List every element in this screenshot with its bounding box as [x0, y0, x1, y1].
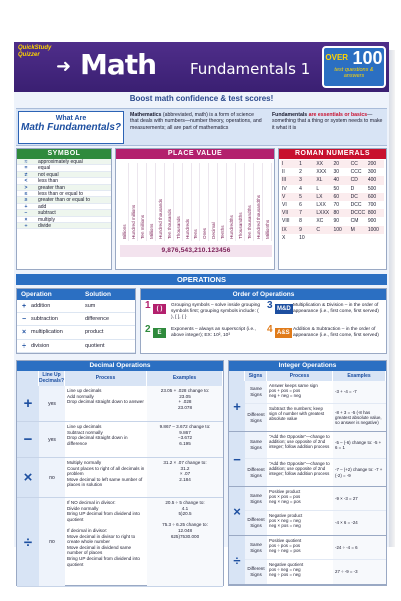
- place-value-column: [200, 163, 209, 241]
- integer-row: [245, 560, 386, 584]
- roman-numeral-cell: M: [350, 226, 367, 234]
- order-step-number: 3: [267, 300, 273, 311]
- roman-numeral-cell: [315, 234, 332, 242]
- integer-process: Negative quotient pos ÷ neg = neg neg ÷ pos = neg: [269, 561, 304, 578]
- intro-section: [16, 108, 387, 146]
- integer-row: [245, 511, 386, 535]
- operation-row: [17, 340, 135, 353]
- roman-numeral-cell: IV: [282, 185, 287, 192]
- symbol-glyph: −: [24, 210, 28, 217]
- symbol-meaning: multiply: [38, 216, 55, 223]
- roman-numeral-cell: 30: [333, 169, 340, 176]
- brand-logo: QuickStudy Quizzer: [18, 45, 52, 58]
- integer-row: [245, 459, 386, 486]
- symbol-glyph: ×: [24, 216, 28, 223]
- place-value-column: [192, 163, 201, 241]
- place-value-label: Millionths: [264, 219, 270, 239]
- integer-group-rows: [245, 536, 386, 584]
- symbol-meaning: less than: [38, 178, 59, 185]
- integer-example: -4 × 6 = -24: [333, 511, 386, 535]
- roman-numeral-cell: VI: [282, 201, 287, 208]
- integer-group: [229, 487, 386, 536]
- place-value-label: Billions: [121, 224, 127, 239]
- integer-example: -9 × -3 = 27: [333, 487, 386, 510]
- roman-numeral-cell: 20: [332, 160, 349, 168]
- symbol-meaning: divide: [38, 222, 52, 229]
- integer-group: [229, 536, 386, 585]
- decimal-example: 31.2 × .07 change to: 31.2 × .07 2.184: [147, 458, 223, 497]
- intro-definition-fundamentals: Fundamentals are essentials or basics—something that a thing or system needs to make it what it is: [272, 112, 383, 131]
- place-value-label: Ones: [202, 228, 208, 239]
- integer-group-rows: [245, 381, 386, 431]
- order-step: [145, 300, 263, 327]
- badge-number: 100: [352, 48, 383, 68]
- integer-row: [245, 381, 386, 404]
- roman-numeral-cell: 800: [367, 209, 384, 217]
- integer-title: Integer Operations: [229, 361, 386, 371]
- intro-question: What Are Math Fundamentals?: [18, 111, 124, 144]
- roman-numeral-cell: [350, 234, 367, 242]
- decimal-line-up: no: [39, 498, 65, 586]
- place-value-label: Tens: [193, 229, 199, 239]
- symbol-meaning: subtract: [38, 210, 56, 217]
- integer-signs: Different Signs: [245, 459, 267, 486]
- operation-solution: difference: [85, 316, 110, 323]
- integer-signs: Same Signs: [245, 536, 267, 559]
- place-value-label: Ten thousandths: [247, 205, 253, 239]
- decimal-operation-icon: +: [17, 386, 39, 421]
- integer-process: Positive quotient pos ÷ pos = pos neg ÷ neg = pos: [269, 537, 302, 554]
- integer-process: Negative product pos × neg = neg neg × pos = neg: [269, 512, 303, 529]
- roman-numeral-cell: XL: [315, 176, 332, 184]
- decimal-operations-table: Decimal Operations Line Up Decimals? Process Examples + yes Line up decimals Add normally Drop decimal straight down to answer 23.05 + .028 change to: 23.05 + .028 23.078 − yes Line up decimals Subtract normally Drop decimal straight down in difference 9.867 – 3.672 change to: 9.867 −3.672 6.195 × no Multiply normally Count places to right of all decimals in problem Move decimal to left same number of places in solution 31.2 × .07 change to: 31.2 × .07 2.184 ÷ no If NO decimal in divisor: Divide normally Bring UP decimal from dividend into quotient If decimal in divisor: Move decimal in divisor to right to create whole number Move decimal in dividend same number of places Bring UP decimal from dividend into quotient 20.5 ÷ 5 change to: 4.1 5)20.5 75.3 ÷ 6.25 change to: 12.048 625)7530.000: [16, 360, 224, 586]
- place-value-column: [165, 163, 174, 241]
- roman-numeral-cell: CC: [350, 160, 367, 168]
- roman-numeral-cell: 2: [299, 169, 302, 176]
- operation-icon: +: [21, 303, 27, 310]
- roman-numeral-cell: CCC: [350, 169, 362, 176]
- roman-numeral-cell: 7: [298, 209, 315, 217]
- integer-signs: Same Signs: [245, 432, 267, 458]
- order-step: [145, 324, 263, 351]
- roman-numeral-cell: D: [350, 185, 355, 192]
- symbol-meaning: greater than or equal to: [38, 197, 90, 204]
- integer-operations-table: Integer Operations Signs Process Examples + Same Signs Answer keeps same sign pos + pos = pos neg + neg = neg -3 + -4 = -7 Different Signs Subtract the numbers; keep sign of number with greatest absolute value -8 + 3 = -5 (-8 has greatest absolute value, so answer is negative) − Same Signs "Add the Opposite"—change to addition; use opposite of 2nd integer; follow addition process -5 – (-6) change to: -5 + 6 = 1 Different Signs "Add the Opposite"—change to addition; use opposite of 2nd integer; follow addition process -7 – (+2) change to: -7 + (-2) = -9 × Same Signs Positive product pos × pos = pos neg × neg = pos -9 × -3 = 27 Different Signs Negative product pos × neg = neg neg × pos = neg -4 × 6 = -24 ÷ Same Signs Positive quotient pos ÷ pos = pos neg ÷ neg = pos -24 ÷ -4 = 6 Different Signs Negative quotient pos ÷ neg = neg neg ÷ pos = neg 27 ÷ -9 = -3: [228, 360, 387, 586]
- place-value-column: [245, 163, 254, 241]
- roman-numeral-cell: 700: [367, 201, 377, 208]
- arrow-right-icon: ➜: [56, 56, 72, 76]
- header-banner: [14, 42, 389, 92]
- operation-name: division: [31, 342, 50, 349]
- roman-numeral-cell: II: [282, 169, 285, 176]
- decimal-line-up: yes: [39, 386, 65, 421]
- symbol-meaning: approximately equal: [38, 159, 83, 165]
- place-value-column: [156, 163, 165, 241]
- roman-numeral-cell: 900: [367, 218, 377, 225]
- place-value-column: [147, 163, 156, 241]
- order-step-key: E: [153, 328, 166, 338]
- roman-numeral-cell: 6: [299, 201, 302, 208]
- place-value-column: [138, 163, 147, 241]
- integer-example: -24 ÷ -4 = 6: [333, 536, 386, 559]
- order-step-number: 4: [267, 324, 273, 335]
- integer-operation-icon: ÷: [229, 536, 245, 584]
- integer-row: [245, 487, 386, 511]
- order-title: Order of Operations: [141, 289, 386, 300]
- symbol-row: [17, 223, 111, 229]
- roman-numeral-cell: III: [281, 176, 298, 184]
- decimal-row: [17, 458, 223, 498]
- operation-name: addition: [31, 303, 51, 309]
- integer-process: "Add the Opposite"—change to addition; use opposite of 2nd integer; follow addition process: [269, 433, 330, 450]
- integer-group-rows: [245, 432, 386, 486]
- roman-numeral-cell: DCCC: [350, 210, 366, 217]
- roman-numeral-cell: 90: [333, 218, 340, 225]
- roman-numeral-cell: LXXX: [315, 209, 332, 217]
- symbol-meaning: equal: [38, 165, 51, 172]
- operation-solution: sum: [85, 303, 96, 309]
- symbol-glyph: ÷: [24, 222, 28, 229]
- symbol-table: [16, 148, 112, 270]
- decimal-line-up: yes: [39, 422, 65, 457]
- place-value-label: Hundred millions: [130, 204, 136, 239]
- decimal-row: [17, 386, 223, 422]
- roman-numeral-cell: 70: [333, 201, 340, 208]
- decimal-operation-icon: −: [17, 422, 39, 457]
- place-value-column: [236, 163, 245, 241]
- operation-row: [17, 300, 135, 313]
- roman-numeral-cell: LXX: [316, 201, 326, 208]
- place-value-label: Ten millions: [139, 215, 145, 239]
- integer-signs: Same Signs: [245, 381, 267, 403]
- roman-numeral-cell: 100: [332, 226, 349, 234]
- integer-example: -8 + 3 = -5 (-8 has greatest absolute value, so answer is negative): [333, 404, 386, 431]
- roman-numeral-cell: XC: [316, 218, 324, 225]
- roman-numeral-cell: 4: [299, 185, 302, 192]
- roman-numeral-cell: IX: [281, 226, 298, 234]
- operation-name: subtraction: [31, 316, 58, 323]
- symbol-glyph: ≤: [24, 190, 28, 197]
- roman-numeral-cell: 80: [332, 209, 349, 217]
- roman-numeral-cell: [367, 234, 384, 242]
- roman-numeral-cell: 1: [298, 160, 315, 168]
- roman-numerals-title: ROMAN NUMERALS: [279, 149, 386, 159]
- place-value-label: Thousands: [175, 216, 181, 239]
- order-step-number: 2: [145, 324, 151, 335]
- decimal-process: Line up decimals Subtract normally Drop decimal straight down in difference: [67, 424, 128, 446]
- roman-numeral-cell: [332, 234, 349, 242]
- operation-solution-table: Operation Solution + addition sum − subtraction difference × multiplication product ÷ division quotient: [16, 288, 136, 354]
- operation-icon: ÷: [22, 342, 26, 350]
- operation-solution: quotient: [85, 342, 105, 349]
- roman-numeral-cell: CM: [350, 218, 359, 225]
- symbol-glyph: >: [24, 184, 28, 191]
- roman-numeral-cell: 40: [332, 176, 349, 184]
- integer-signs: Different Signs: [245, 560, 267, 584]
- page-subtitle: Fundamentals 1: [190, 60, 311, 78]
- order-step-key: A&S: [277, 330, 290, 336]
- symbol-table-title: SYMBOL: [17, 149, 111, 159]
- place-value-label: Hundredths: [229, 215, 235, 239]
- place-value-label: Decimal: [211, 222, 217, 239]
- symbol-glyph: ≥: [24, 197, 28, 204]
- integer-operation-icon: +: [229, 381, 245, 431]
- roman-numerals-table: [278, 148, 387, 270]
- decimal-row: [17, 422, 223, 458]
- operations-heading: OPERATIONS: [16, 274, 387, 285]
- place-value-column: [263, 163, 272, 241]
- decimal-row: [17, 498, 223, 587]
- page-title: Math: [80, 48, 157, 81]
- operation-icon: −: [21, 316, 27, 324]
- place-value-column: [120, 163, 129, 241]
- order-step-text: Exponents – always an superscript (i.e., above integer); EX: 10², 10³: [171, 327, 256, 338]
- symbol-glyph: =: [24, 165, 28, 172]
- order-step-key: M&D: [277, 306, 291, 312]
- roman-numeral-cell: V: [281, 193, 298, 201]
- place-value-column: [218, 163, 227, 241]
- operation-icon: ×: [21, 329, 27, 337]
- symbol-meaning: add: [38, 203, 47, 210]
- roman-numeral-cell: 50: [333, 185, 340, 192]
- roman-numeral-cell: 10: [299, 234, 305, 241]
- place-value-column: [209, 163, 218, 241]
- roman-numeral-cell: 60: [332, 193, 349, 201]
- symbol-glyph: <: [24, 178, 28, 185]
- place-value-label: Hundred thousandths: [256, 195, 262, 239]
- questions-badge: [322, 46, 386, 88]
- operation-solution: product: [85, 329, 104, 336]
- integer-signs: Different Signs: [245, 404, 267, 431]
- roman-numeral-cell: 400: [367, 176, 384, 184]
- roman-numeral-cell: CD: [350, 176, 367, 184]
- order-step-text: Grouping symbols – solve inside grouping symbols first; grouping symbols include: ( ), [ ], { }: [171, 303, 261, 320]
- roman-numeral-cell: VIII: [282, 218, 290, 225]
- decimal-line-up: no: [39, 458, 65, 497]
- integer-process: Answer keeps same sign pos + pos = pos neg + neg = neg: [269, 382, 318, 399]
- decimal-process: If NO decimal in divisor: Divide normally Bring UP decimal from dividend into quotient If decimal in divisor: Move decimal in divisor to right to create whole number Move decimal in dividend same number of places Bring UP decimal from dividend into quotient: [67, 500, 140, 567]
- order-step-key: ( ): [153, 304, 166, 314]
- roman-numeral-cell: XXX: [316, 169, 327, 176]
- place-value-label: Hundred thousands: [157, 198, 163, 239]
- decimal-example: 23.05 + .028 change to: 23.05 + .028 23.078: [147, 386, 223, 421]
- operation-name: multiplication: [31, 329, 63, 336]
- integer-example: -5 – (-6) change to: -5 + 6 = 1: [333, 432, 386, 458]
- integer-example: -7 – (+2) change to: -7 + (-2) = -9: [333, 459, 386, 486]
- place-value-label: Tenths: [220, 225, 226, 239]
- place-value-column: [129, 163, 138, 241]
- order-step-text: Multiplication & Division – in the order of appearance (i.e., first come, first served): [293, 303, 379, 314]
- integer-signs: Different Signs: [245, 511, 267, 535]
- symbol-glyph: ≠: [24, 171, 28, 178]
- order-of-operations: [140, 288, 387, 354]
- roman-numeral-cell: DCC: [350, 201, 362, 208]
- integer-process: Subtract the numbers; keep sign of number with greatest absolute value: [269, 405, 325, 422]
- integer-group: [229, 432, 386, 487]
- roman-numeral-cell: 200: [367, 160, 384, 168]
- integer-operation-icon: −: [229, 432, 245, 486]
- integer-group-rows: [245, 487, 386, 535]
- badge-over: OVER: [325, 53, 349, 62]
- symbol-glyph: ≈: [24, 159, 28, 165]
- operation-row: [17, 326, 135, 339]
- decimal-title: Decimal Operations: [17, 361, 223, 371]
- roman-numeral-cell: 9: [298, 226, 315, 234]
- badge-text: test questions & answers: [334, 67, 374, 79]
- place-value-number: 9,876,543,210.123456: [120, 245, 272, 257]
- integer-operation-icon: ×: [229, 487, 245, 535]
- roman-numeral-cell: DC: [350, 193, 367, 201]
- place-value-label: Thousandths: [238, 212, 244, 239]
- place-value-column: [227, 163, 236, 241]
- place-value-label: Hundreds: [184, 219, 190, 239]
- place-value-title: PLACE VALUE: [116, 149, 274, 159]
- decimal-example: 20.5 ÷ 5 change to: 4.1 5)20.5 75.3 ÷ 6.25 change to: 12.048 625)7530.000: [147, 498, 223, 586]
- place-value-table: [115, 148, 275, 270]
- roman-numeral-cell: 600: [367, 193, 384, 201]
- place-value-label: Millions: [148, 223, 154, 239]
- decimal-operation-icon: ÷: [17, 498, 39, 586]
- order-step: [267, 324, 385, 351]
- roman-numeral-cell: C: [315, 226, 332, 234]
- roman-numeral-cell: LX: [315, 193, 332, 201]
- roman-numeral-cell: L: [316, 185, 320, 192]
- order-step-number: 1: [145, 300, 151, 311]
- decimal-process: Line up decimals Add normally Drop decimal straight down to answer: [67, 388, 144, 405]
- tagline: Boost math confidence & test scores!: [129, 94, 274, 103]
- roman-numeral-cell: 3: [298, 176, 315, 184]
- roman-numeral-cell: I: [281, 160, 298, 168]
- integer-row: [245, 536, 386, 560]
- integer-signs: Same Signs: [245, 487, 267, 510]
- order-step: [267, 300, 385, 327]
- symbol-meaning: greater than: [38, 184, 65, 191]
- roman-numeral-cell: XX: [315, 160, 332, 168]
- integer-row: [245, 404, 386, 431]
- place-value-column: [254, 163, 263, 241]
- integer-process: "Add the Opposite"—change to addition; use opposite of 2nd integer; follow addition process: [269, 460, 330, 477]
- integer-example: -3 + -4 = -7: [333, 381, 386, 403]
- integer-row: [245, 432, 386, 459]
- place-value-column: [174, 163, 183, 241]
- place-value-column: [183, 163, 192, 241]
- operation-row: [17, 313, 135, 326]
- roman-numeral-cell: 8: [299, 218, 302, 225]
- roman-numeral-cell: 5: [298, 193, 315, 201]
- roman-numeral-cell: 1000: [367, 226, 384, 234]
- study-guide-page: [14, 42, 389, 578]
- integer-group: [229, 381, 386, 432]
- integer-process: Positive product pos × pos = pos neg × neg = pos: [269, 488, 301, 505]
- intro-definition-math: Mathematics (abbreviated, math) is a form of science that deals with numbers—number theory, operations, and measurements; all are part of mathematics: [130, 112, 262, 131]
- place-value-label: Ten thousands: [166, 209, 172, 239]
- roman-numeral-cell: 500: [367, 185, 377, 192]
- roman-numeral-cell: 300: [367, 169, 377, 176]
- decimal-example: 9.867 – 3.672 change to: 9.867 −3.672 6.195: [147, 422, 223, 457]
- integer-example: 27 ÷ -9 = -3: [333, 560, 386, 584]
- symbol-meaning: less than or equal to: [38, 190, 84, 197]
- roman-numeral-cell: X: [282, 234, 286, 241]
- order-step-text: Addition & Subtraction – in the order of appearance (i.e., first come, first served): [293, 327, 379, 338]
- roman-numeral-cell: VII: [281, 209, 298, 217]
- decimal-process: Multiply normally Count places to right of all decimals in problem Move decimal to left same number of places in solution: [67, 460, 145, 488]
- symbol-glyph: +: [24, 203, 28, 210]
- symbol-meaning: not equal: [38, 171, 59, 178]
- decimal-operation-icon: ×: [17, 458, 39, 497]
